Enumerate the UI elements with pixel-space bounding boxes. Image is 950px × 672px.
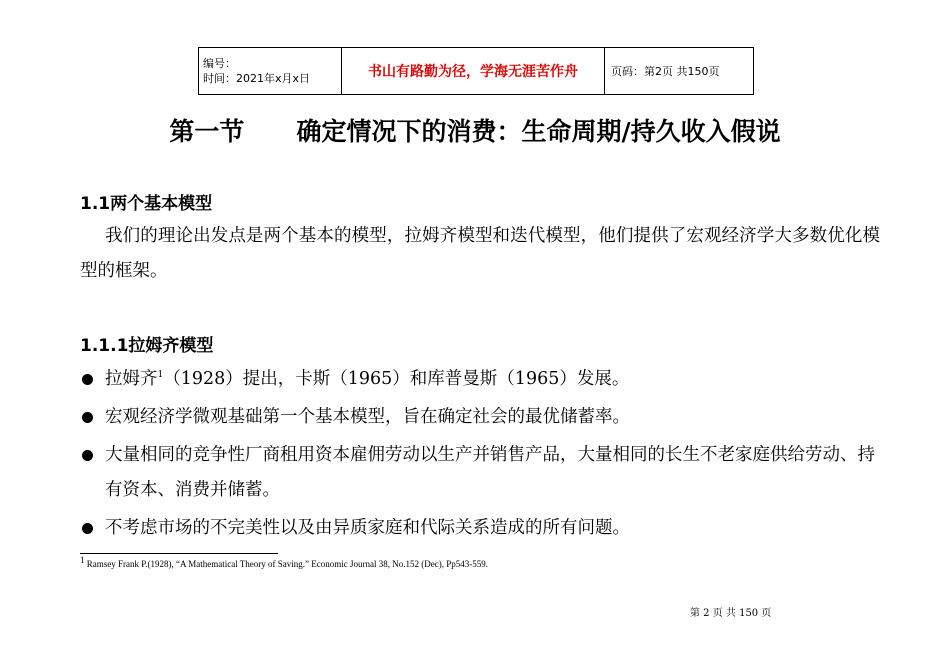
bullet-text-after: （1928）提出，卡斯（1965）和库普曼斯（1965）发展。 [163, 369, 630, 389]
bullet-list [80, 362, 880, 549]
list-item [80, 400, 880, 435]
header-table [198, 47, 754, 95]
heading-1-1-1: 1.1.1拉姆齐模型 [80, 336, 214, 356]
bullet-text: 宏观经济学微观基础第一个基本模型，旨在确定社会的最优储蓄率。 [105, 407, 630, 427]
footnote-ref[interactable]: 1 [157, 370, 164, 381]
bullet-icon [82, 450, 93, 461]
bullet-text-before: 拉姆齐 [105, 369, 158, 389]
page-footer: 第 2 页 共 150 页 [690, 608, 772, 619]
header-motto: 书山有路勤为径，学海无涯苦作舟 [342, 48, 605, 95]
section-title: 第一节 确定情况下的消费：生命周期/持久收入假说 [169, 117, 781, 146]
footnote [80, 555, 489, 569]
header-page-info: 页码：第2页 共150页 [605, 48, 754, 95]
header-date: 时间：2021年x月x日 [203, 72, 311, 85]
footnote-text: Ramsey Frank P.(1928), “A Mathematical Theory of Saving.” Economic Journal 38, No.152 (Dec), Pp543-559. [84, 559, 489, 569]
footnote-divider [80, 553, 278, 554]
bullet-text: 大量相同的竞争性厂商租用资本雇佣劳动以生产并销售产品，大量相同的长生不老家庭供给劳动、持有资本、消费并储蓄。 [105, 445, 875, 500]
bullet-icon [82, 523, 93, 534]
header-number: 编号： [203, 57, 236, 70]
list-item [80, 511, 880, 546]
bullet-text: 不考虑市场的不完美性以及由异质家庭和代际关系造成的所有问题。 [105, 518, 630, 538]
bullet-icon [82, 374, 93, 385]
heading-1-1: 1.1两个基本模型 [80, 194, 213, 214]
bullet-icon [82, 412, 93, 423]
list-item [80, 362, 880, 397]
paragraph-intro: 我们的理论出发点是两个基本的模型，拉姆齐模型和迭代模型，他们提供了宏观经济学大多数优化模型的框架。 [80, 226, 880, 281]
header-meta [199, 48, 342, 95]
footnote-marker: 1 [80, 555, 85, 565]
list-item [80, 438, 880, 508]
